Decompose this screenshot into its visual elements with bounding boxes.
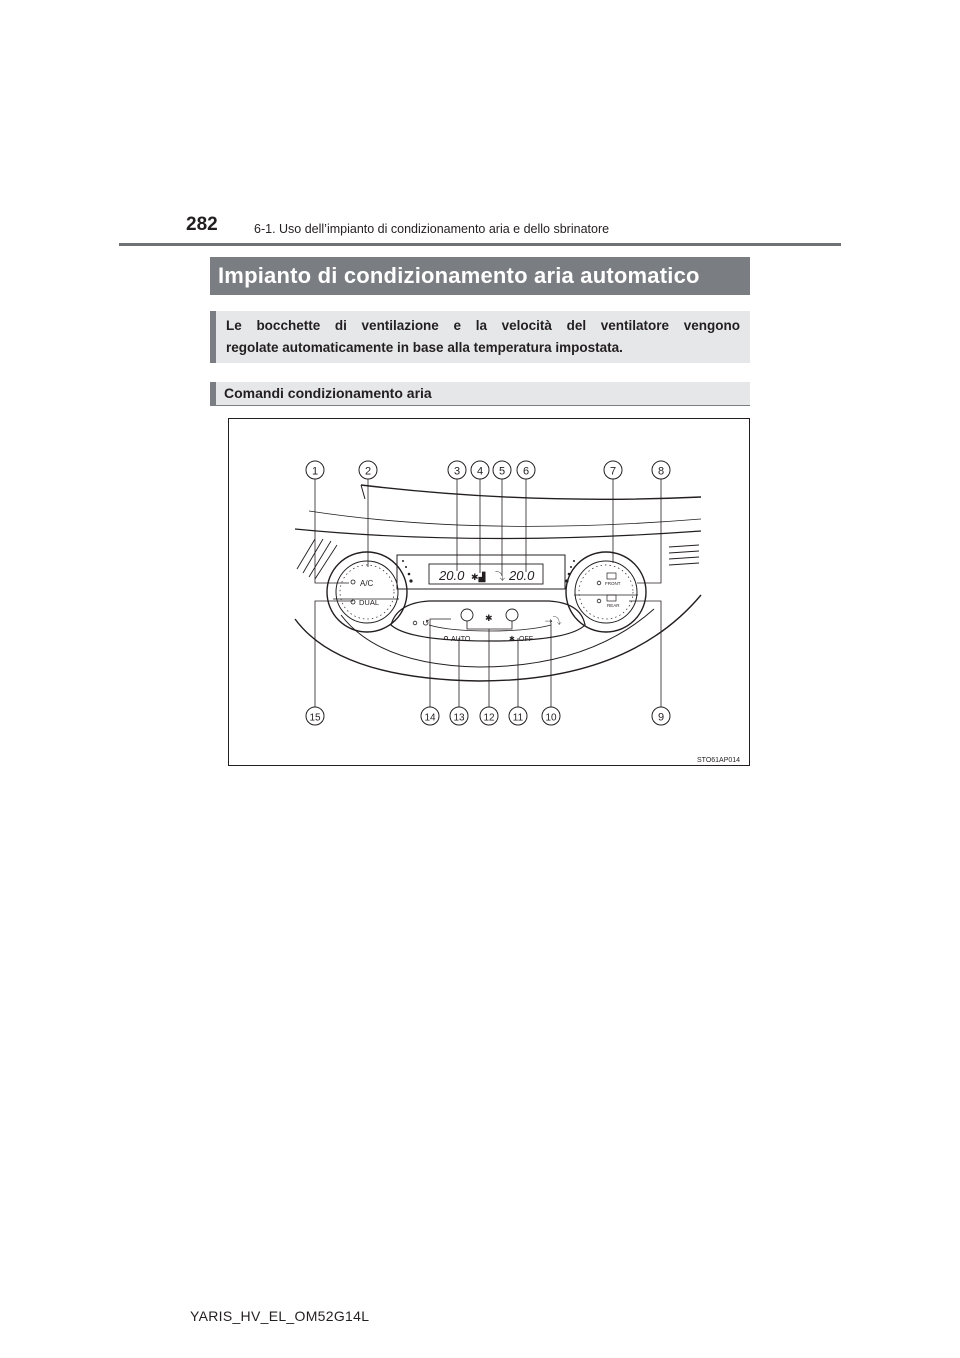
callout xyxy=(471,461,489,479)
right-knob xyxy=(566,552,646,632)
callouts-bottom xyxy=(306,707,670,725)
callouts-top xyxy=(306,461,670,479)
leader-lines xyxy=(315,479,661,707)
fan-off-icon: ✱ xyxy=(509,636,515,643)
callout xyxy=(306,707,324,725)
intro-word: del xyxy=(566,318,587,333)
intro-box xyxy=(210,311,750,363)
header-rule xyxy=(119,243,841,246)
svg-text:6: 6 xyxy=(522,465,530,478)
left-vent-hatching xyxy=(297,539,337,579)
climate-control-figure xyxy=(228,418,750,766)
svg-text:7: 7 xyxy=(609,465,617,478)
svg-text:3: 3 xyxy=(453,465,461,478)
ac-label: A/C xyxy=(360,579,374,588)
fan-icon: ✱ xyxy=(485,613,493,623)
intro-word: e xyxy=(453,318,462,333)
document-code: YARIS_HV_EL_OM52G14L xyxy=(190,1308,370,1324)
callout xyxy=(652,461,670,479)
dash-upper-curve xyxy=(361,485,701,499)
svg-text:1: 1 xyxy=(311,465,319,478)
left-temp-readout: 20.0 xyxy=(439,568,465,583)
intro-word: bocchette xyxy=(256,318,321,333)
callout xyxy=(542,707,560,725)
auto-label: AUTO xyxy=(451,636,471,643)
callout xyxy=(359,461,377,479)
running-header: 6-1. Uso dell’impianto di condizionamento aria e dello sbrinatore xyxy=(254,222,610,236)
front-label: FRONT xyxy=(605,581,621,586)
callout xyxy=(448,461,466,479)
climate-panel-illustration xyxy=(229,419,751,767)
callout xyxy=(480,707,498,725)
intro-line-1 xyxy=(226,315,740,337)
intro-word: Le xyxy=(226,318,242,333)
intro-word: vengono xyxy=(683,318,740,333)
temperature-display xyxy=(397,555,565,589)
svg-text:4: 4 xyxy=(476,465,484,478)
rear-label: REAR xyxy=(607,603,620,608)
dual-label: DUAL xyxy=(359,598,380,607)
right-vent-lines xyxy=(669,545,699,565)
fan-down-button xyxy=(461,609,473,621)
front-defrost-icon xyxy=(607,573,616,579)
svg-text:5: 5 xyxy=(498,465,506,478)
svg-text:11: 11 xyxy=(512,712,524,724)
intro-word: velocità xyxy=(501,318,552,333)
intro-word: la xyxy=(475,318,487,333)
svg-text:9: 9 xyxy=(657,711,665,724)
right-temp-readout: 20.0 xyxy=(509,568,535,583)
callout xyxy=(450,707,468,725)
off-label: OFF xyxy=(519,636,533,643)
page-number: 282 xyxy=(186,214,218,235)
lower-control-panel xyxy=(391,601,585,643)
intro-line-2: regolate automaticamente in base alla temperatura impostata. xyxy=(226,340,623,355)
panel-bottom-curve xyxy=(341,609,654,667)
callout xyxy=(517,461,535,479)
intro-word: ventilazione xyxy=(361,318,439,333)
svg-text:10: 10 xyxy=(545,712,557,724)
svg-text:2: 2 xyxy=(364,465,372,478)
subsection-heading: Comandi condizionamento aria xyxy=(210,382,750,406)
svg-text:8: 8 xyxy=(657,465,665,478)
callout xyxy=(604,461,622,479)
section-title: Impianto di condizionamento aria automatico xyxy=(210,257,750,295)
callout xyxy=(493,461,511,479)
callout xyxy=(306,461,324,479)
callout xyxy=(509,707,527,725)
recirculation-icon: ↺ xyxy=(422,618,430,628)
dash-upper-curve-2 xyxy=(361,485,365,499)
svg-text:13: 13 xyxy=(453,712,465,724)
fan-up-button xyxy=(506,609,518,621)
intro-word: ventilatore xyxy=(600,318,670,333)
callout xyxy=(421,707,439,725)
intro-word: di xyxy=(334,318,347,333)
airflow-mode-icon: ⤵ xyxy=(495,572,505,583)
rear-defrost-icon xyxy=(607,595,616,601)
left-knob xyxy=(327,552,407,632)
fan-speed-icon: ✱▟ xyxy=(471,572,486,582)
svg-text:14: 14 xyxy=(424,712,436,724)
outside-air-icon: ⇢⤵ xyxy=(545,616,562,626)
temp-dots xyxy=(402,560,575,583)
dash-lower-curve xyxy=(295,595,701,681)
figure-code: STO61AP014 xyxy=(697,757,741,764)
callout xyxy=(652,707,670,725)
svg-text:12: 12 xyxy=(483,712,495,724)
svg-text:15: 15 xyxy=(309,712,321,724)
dash-panel-top xyxy=(295,529,701,539)
